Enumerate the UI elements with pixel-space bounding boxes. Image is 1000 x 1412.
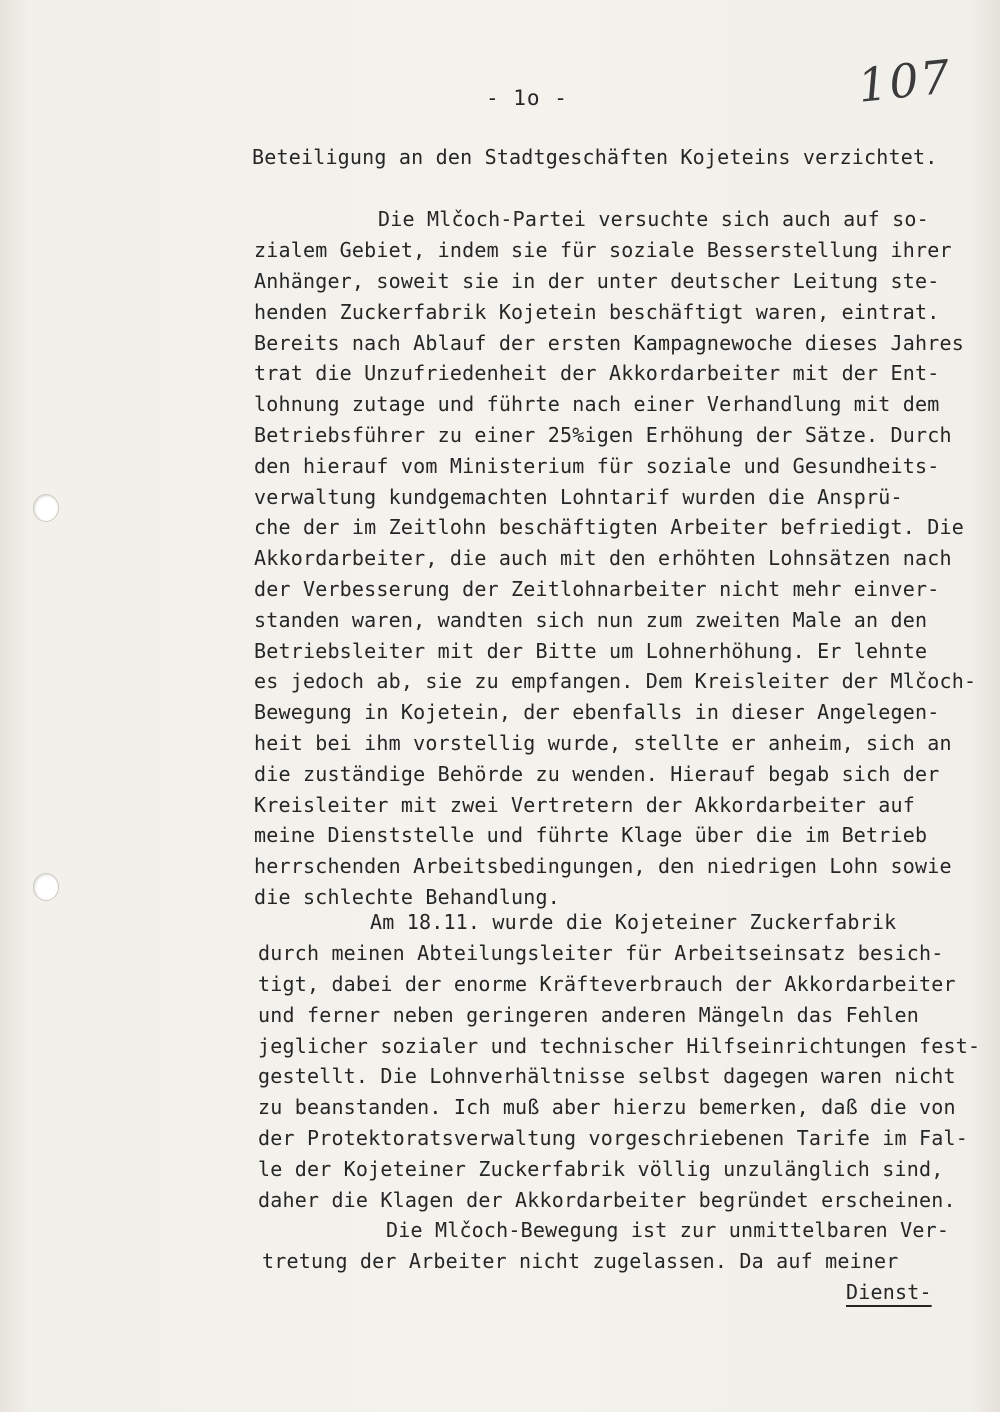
text-line: tretung der Arbeiter nicht zugelassen. Da auf meiner	[262, 1249, 899, 1273]
text-line: herrschenden Arbeitsbedingungen, den niedrigen Lohn sowie	[254, 854, 952, 878]
folio-number: 107	[855, 49, 955, 113]
text-line: es jedoch ab, sie zu empfangen. Dem Kreisleiter der Mlčoch-	[254, 669, 977, 693]
text-line: lohnung zutage und führte nach einer Verhandlung mit dem	[254, 392, 940, 416]
text-line: trat die Unzufriedenheit der Akkordarbeiter mit der Ent-	[254, 361, 940, 385]
text-line: zialem Gebiet, indem sie für soziale Besserstellung ihrer	[254, 238, 952, 262]
text-line: Kreisleiter mit zwei Vertretern der Akkordarbeiter auf	[254, 793, 916, 817]
text-line: jeglicher sozialer und technischer Hilfseinrichtungen fest-	[258, 1034, 981, 1058]
text-line: Betriebsleiter mit der Bitte um Lohnerhöhung. Er lehnte	[254, 639, 928, 663]
text-line: tigt, dabei der enorme Kräfteverbrauch der Akkordarbeiter	[258, 972, 956, 996]
text-line: verwaltung kundgemachten Lohntarif wurden die Ansprü-	[254, 485, 903, 509]
text-line: daher die Klagen der Akkordarbeiter begründet erscheinen.	[258, 1188, 956, 1212]
page-number: - 1o -	[486, 86, 568, 110]
text-line: der Protektoratsverwaltung vorgeschriebenen Tarife im Fal-	[258, 1126, 968, 1150]
text-line: der Verbesserung der Zeitlohnarbeiter nicht mehr einver-	[254, 577, 940, 601]
text-line: Bewegung in Kojetein, der ebenfalls in dieser Angelegen-	[254, 700, 940, 724]
text-line: Die Mlčoch-Partei versuchte sich auch auf so-	[378, 207, 929, 231]
text-line: gestellt. Die Lohnverhältnisse selbst dagegen waren nicht	[258, 1064, 956, 1088]
catchword: Dienst-	[846, 1280, 932, 1304]
text-line: che der im Zeitlohn beschäftigten Arbeiter befriedigt. Die	[254, 515, 964, 539]
text-line: Anhänger, soweit sie in der unter deutscher Leitung ste-	[254, 269, 940, 293]
text-line: Die Mlčoch-Bewegung ist zur unmittelbaren Ver-	[386, 1218, 950, 1242]
text-line: Beteiligung an den Stadtgeschäften Kojeteins verzichtet.	[252, 145, 938, 169]
text-line: zu beanstanden. Ich muß aber hierzu bemerken, daß die von	[258, 1095, 956, 1119]
text-line: henden Zuckerfabrik Kojetein beschäftigt waren, eintrat.	[254, 300, 940, 324]
text-line: Am 18.11. wurde die Kojeteiner Zuckerfabrik	[370, 910, 897, 934]
text-line: meine Dienststelle und führte Klage über die im Betrieb	[254, 823, 928, 847]
text-line: die schlechte Behandlung.	[254, 885, 561, 909]
text-line: die zuständige Behörde zu wenden. Hierauf begab sich der	[254, 762, 940, 786]
text-line: le der Kojeteiner Zuckerfabrik völlig unzulänglich sind,	[258, 1157, 944, 1181]
text-line: Betriebsführer zu einer 25%igen Erhöhung der Sätze. Durch	[254, 423, 952, 447]
text-line: und ferner neben geringeren anderen Mängeln das Fehlen	[258, 1003, 920, 1027]
text-line: durch meinen Abteilungsleiter für Arbeitseinsatz besich-	[258, 941, 944, 965]
text-line: Bereits nach Ablauf der ersten Kampagnewoche dieses Jahres	[254, 331, 964, 355]
text-line: heit bei ihm vorstellig wurde, stellte er anheim, sich an	[254, 731, 952, 755]
text-line: standen waren, wandten sich nun zum zweiten Male an den	[254, 608, 928, 632]
text-line: den hierauf vom Ministerium für soziale und Gesundheits-	[254, 454, 940, 478]
text-line: Akkordarbeiter, die auch mit den erhöhten Lohnsätzen nach	[254, 546, 952, 570]
